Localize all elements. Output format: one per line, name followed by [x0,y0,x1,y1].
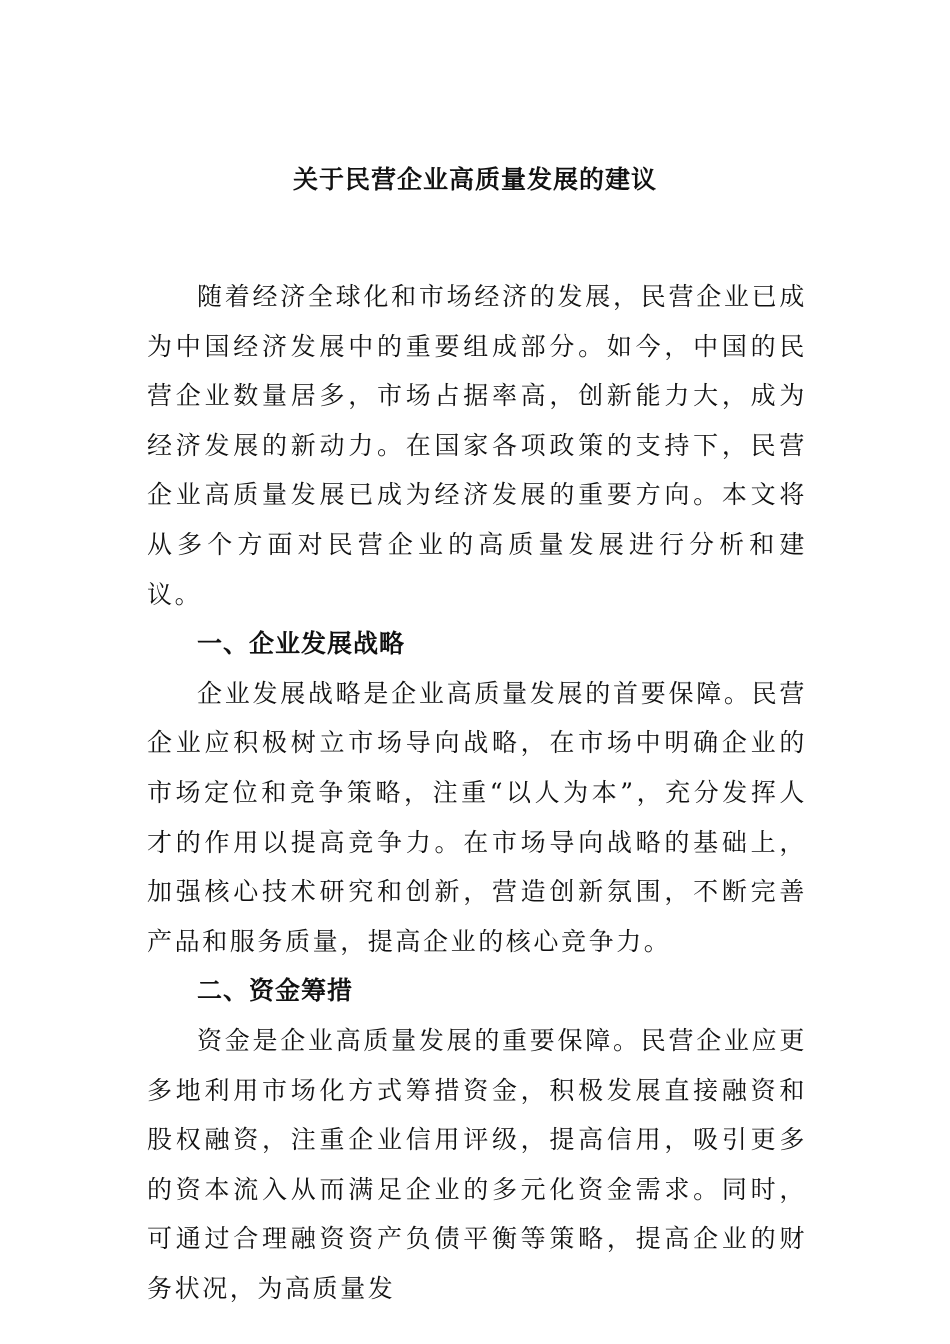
intro-paragraph: 随着经济全球化和市场经济的发展，民营企业已成为中国经济发展中的重要组成部分。如今，中国的民营企业数量居多，市场占据率高，创新能力大，成为经济发展的新动力。在国家各项政策的支持下，民营企业高质量发展已成为经济发展的重要方向。本文将从多个方面对民营企业的高质量发展进行分析和建议。 [147,282,807,609]
document-body [147,272,807,1313]
section-body-strategy: 企业发展战略是企业高质量发展的首要保障。民营企业应积极树立市场导向战略，在市场中明确企业的市场定位和竞争策略，注重“以人为本”，充分发挥人才的作用以提高竞争力。在市场导向战略的基础上，加强核心技术研究和创新，营造创新氛围，不断完善产品和服务质量，提高企业的核心竞争力。 [147,678,807,956]
section-heading-funding: 二、资金筹措 [197,976,354,1006]
section-heading-strategy: 一、企业发展战略 [197,629,406,659]
document-title: 关于民营企业高质量发展的建议 [292,165,657,194]
section-body-funding: 资金是企业高质量发展的重要保障。民营企业应更多地利用市场化方式筹措资金，积极发展直接融资和股权融资，注重企业信用评级，提高信用，吸引更多的资本流入从而满足企业的多元化资金需求。同时，可通过合理融资资产负债平衡等策略，提高企业的财务状况，为高质量发 [147,1025,807,1303]
